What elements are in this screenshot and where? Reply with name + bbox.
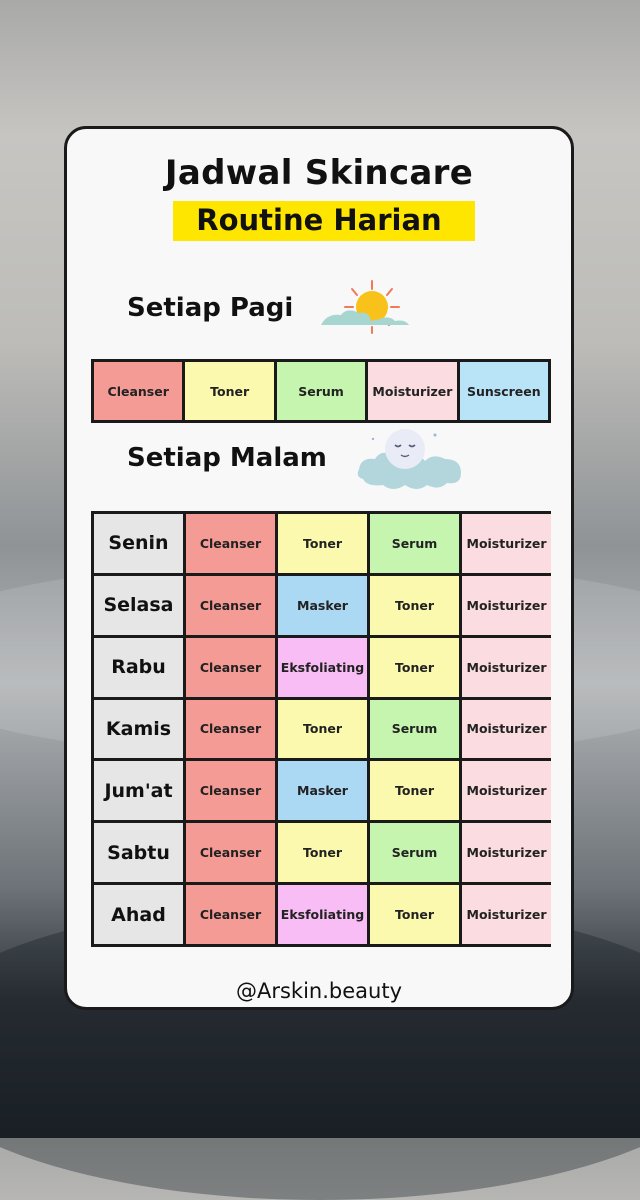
- page-title: Jadwal Skincare: [164, 153, 474, 193]
- morning-step: Moisturizer: [368, 362, 456, 420]
- night-step: Toner: [278, 823, 367, 882]
- night-step: Cleanser: [186, 761, 275, 820]
- night-step: Masker: [278, 761, 367, 820]
- sun-cloud-icon: [317, 275, 413, 345]
- night-step: Toner: [278, 700, 367, 759]
- day-label: Selasa: [94, 576, 183, 635]
- day-label: Kamis: [94, 700, 183, 759]
- moon-cloud-icon: [353, 423, 467, 493]
- night-step: Serum: [370, 700, 459, 759]
- night-step: Cleanser: [186, 823, 275, 882]
- night-step: Serum: [370, 823, 459, 882]
- night-step: Moisturizer: [462, 638, 551, 697]
- night-step: Toner: [370, 576, 459, 635]
- schedule-card: [64, 126, 574, 1010]
- night-step: Moisturizer: [462, 514, 551, 573]
- night-step: Serum: [370, 514, 459, 573]
- night-step: Moisturizer: [462, 885, 551, 944]
- night-step: Toner: [370, 638, 459, 697]
- night-step: Toner: [370, 761, 459, 820]
- night-step: Moisturizer: [462, 761, 551, 820]
- morning-step: Serum: [277, 362, 365, 420]
- morning-routine-row: [91, 359, 551, 423]
- night-step: Moisturizer: [462, 823, 551, 882]
- creator-handle: @Arskin.beauty: [235, 979, 402, 1003]
- day-label: Sabtu: [94, 823, 183, 882]
- night-step: Toner: [370, 885, 459, 944]
- night-step: Cleanser: [186, 576, 275, 635]
- day-label: Jum'at: [94, 761, 183, 820]
- night-step: Eksfoliating: [278, 638, 367, 697]
- night-label: Setiap Malam: [127, 443, 327, 473]
- night-routine-table: [91, 511, 551, 947]
- night-step: Masker: [278, 576, 367, 635]
- night-step: Toner: [278, 514, 367, 573]
- night-step: Moisturizer: [462, 576, 551, 635]
- page-subtitle: Routine Harian: [196, 203, 442, 237]
- night-step: Eksfoliating: [278, 885, 367, 944]
- night-step: Cleanser: [186, 638, 275, 697]
- night-step: Cleanser: [186, 700, 275, 759]
- day-label: Ahad: [94, 885, 183, 944]
- day-label: Senin: [94, 514, 183, 573]
- morning-step: Toner: [185, 362, 273, 420]
- night-step: Cleanser: [186, 885, 275, 944]
- morning-step: Sunscreen: [460, 362, 548, 420]
- night-step: Cleanser: [186, 514, 275, 573]
- day-label: Rabu: [94, 638, 183, 697]
- morning-step: Cleanser: [94, 362, 182, 420]
- morning-label: Setiap Pagi: [127, 293, 294, 323]
- night-step: Moisturizer: [462, 700, 551, 759]
